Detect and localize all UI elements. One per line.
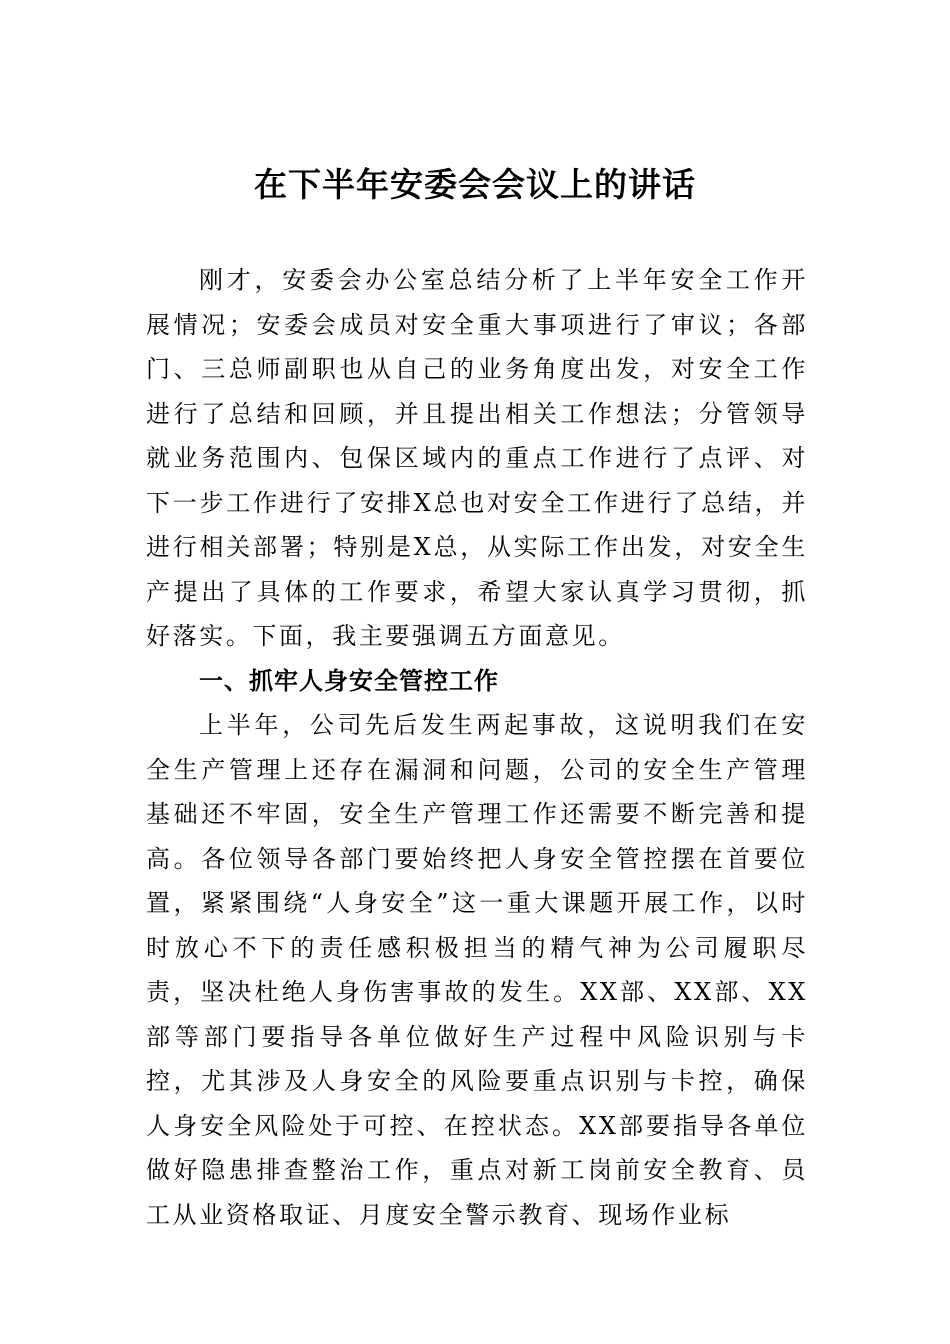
intro-paragraph: 刚才，安委会办公室总结分析了上半年安全工作开展情况；安委会成员对安全重大事项进行了审议；各部门、三总师副职也从自己的业务角度出发，对安全工作进行了总结和回顾，并且提出相关工作想法；分管领导就业务范围内、包保区域内的重点工作进行了点评、对下一步工作进行了安排X总也对安全工作进行了总结，并进行相关部署；特别是X总，从实际工作出发，对安全生产提出了具体的工作要求，希望大家认真学习贯彻，抓好落实。下面，我主要强调五方面意见。 [146, 266, 808, 650]
section-heading: 一、抓牢人身安全管控工作 [199, 666, 499, 695]
document-title: 在下半年安委会会议上的讲话 [254, 165, 696, 204]
section-paragraph: 上半年，公司先后发生两起事故，这说明我们在安全生产管理上还存在漏洞和问题，公司的安全生产管理基础还不牢固，安全生产管理工作还需要不断完善和提高。各位领导各部门要始终把人身安全管控摆在首要位置，紧紧围绕“人身安全”这一重大课题开展工作，以时时放心不下的责任感积极担当的精气神为公司履职尽责，坚决杜绝人身伤害事故的发生。XX部、XX部、XX部等部门要指导各单位做好生产过程中风险识别与卡控，尤其涉及人身安全的风险要重点识别与卡控，确保人身安全风险处于可控、在控状态。XX部要指导各单位做好隐患排查整治工作，重点对新工岗前安全教育、员工从业资格取证、月度安全警示教育、现场作业标 [146, 711, 808, 1229]
document-body [146, 258, 808, 1237]
